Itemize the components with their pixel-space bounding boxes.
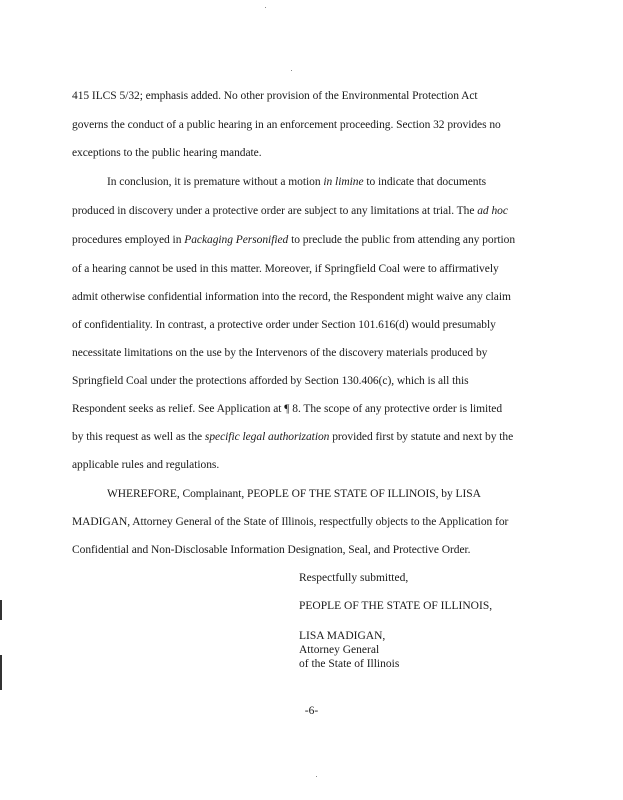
paragraph-3-line-2: MADIGAN, Attorney General of the State of Illinois, respectfully objects to the Application for (72, 516, 509, 528)
italic-term: Packaging Personified (184, 234, 289, 246)
paragraph-3-line-1: WHEREFORE, Complainant, PEOPLE OF THE STATE OF ILLINOIS, by LISA (107, 488, 481, 500)
paragraph-1-line-1: 415 ILCS 5/32; emphasis added. No other provision of the Environmental Protection Act (72, 90, 478, 102)
page-number: -6- (304, 705, 319, 717)
text-run: to preclude the public from attending any portion (288, 234, 516, 246)
italic-term: specific legal authorization (204, 431, 330, 443)
text-run: procedures employed in (72, 234, 185, 246)
text-run: In conclusion, it is premature without a motion (107, 176, 324, 188)
italic-term: in limine (323, 176, 364, 188)
paragraph-2-line-10 (72, 430, 513, 444)
text-run: produced in discovery under a protective order are subject to any limitations at trial. The (72, 205, 478, 217)
text-run: to indicate that documents (363, 176, 487, 188)
paragraph-2-line-8: Springfield Coal under the protections afforded by Section 130.406(c), which is all this (72, 375, 469, 387)
text-run: provided first by statute and next by the (329, 431, 514, 443)
paragraph-2-line-7: necessitate limitations on the use by the Intervenors of the discovery materials produced by (72, 347, 488, 359)
paragraph-2-line-4: of a hearing cannot be used in this matter. Moreover, if Springfield Coal were to affirmatively (72, 263, 499, 275)
paragraph-3-line-3: Confidential and Non-Disclosable Information Designation, Seal, and Protective Order. (72, 544, 471, 556)
scan-speck (316, 776, 317, 777)
scan-speck (291, 70, 292, 71)
paragraph-2-line-11: applicable rules and regulations. (72, 459, 220, 471)
paragraph-2-line-3 (72, 233, 515, 247)
paragraph-2-line-9: Respondent seeks as relief. See Application at ¶ 8. The scope of any protective order is limited (72, 403, 503, 415)
paragraph-2-line-5: admit otherwise confidential information into the record, the Respondent might waive any claim (72, 291, 511, 303)
signature-title-1: Attorney General (299, 644, 380, 656)
signature-title-2: of the State of Illinois (299, 658, 400, 670)
scan-speck (265, 7, 266, 8)
margin-mark (0, 600, 2, 620)
paragraph-2-line-2 (72, 204, 508, 218)
signature-closing: Respectfully submitted, (299, 572, 409, 584)
margin-mark (0, 655, 2, 690)
signature-party: PEOPLE OF THE STATE OF ILLINOIS, (299, 600, 493, 612)
paragraph-2-line-6: of confidentiality. In contrast, a protective order under Section 101.616(d) would presumably (72, 319, 496, 331)
paragraph-1-line-3: exceptions to the public hearing mandate. (72, 147, 262, 159)
text-run: by this request as well as the (72, 431, 205, 443)
paragraph-2-line-1 (107, 175, 486, 189)
signature-name: LISA MADIGAN, (299, 630, 386, 642)
paragraph-1-line-2: governs the conduct of a public hearing in an enforcement proceeding. Section 32 provides no (72, 119, 501, 131)
italic-term: ad hoc (477, 205, 508, 217)
